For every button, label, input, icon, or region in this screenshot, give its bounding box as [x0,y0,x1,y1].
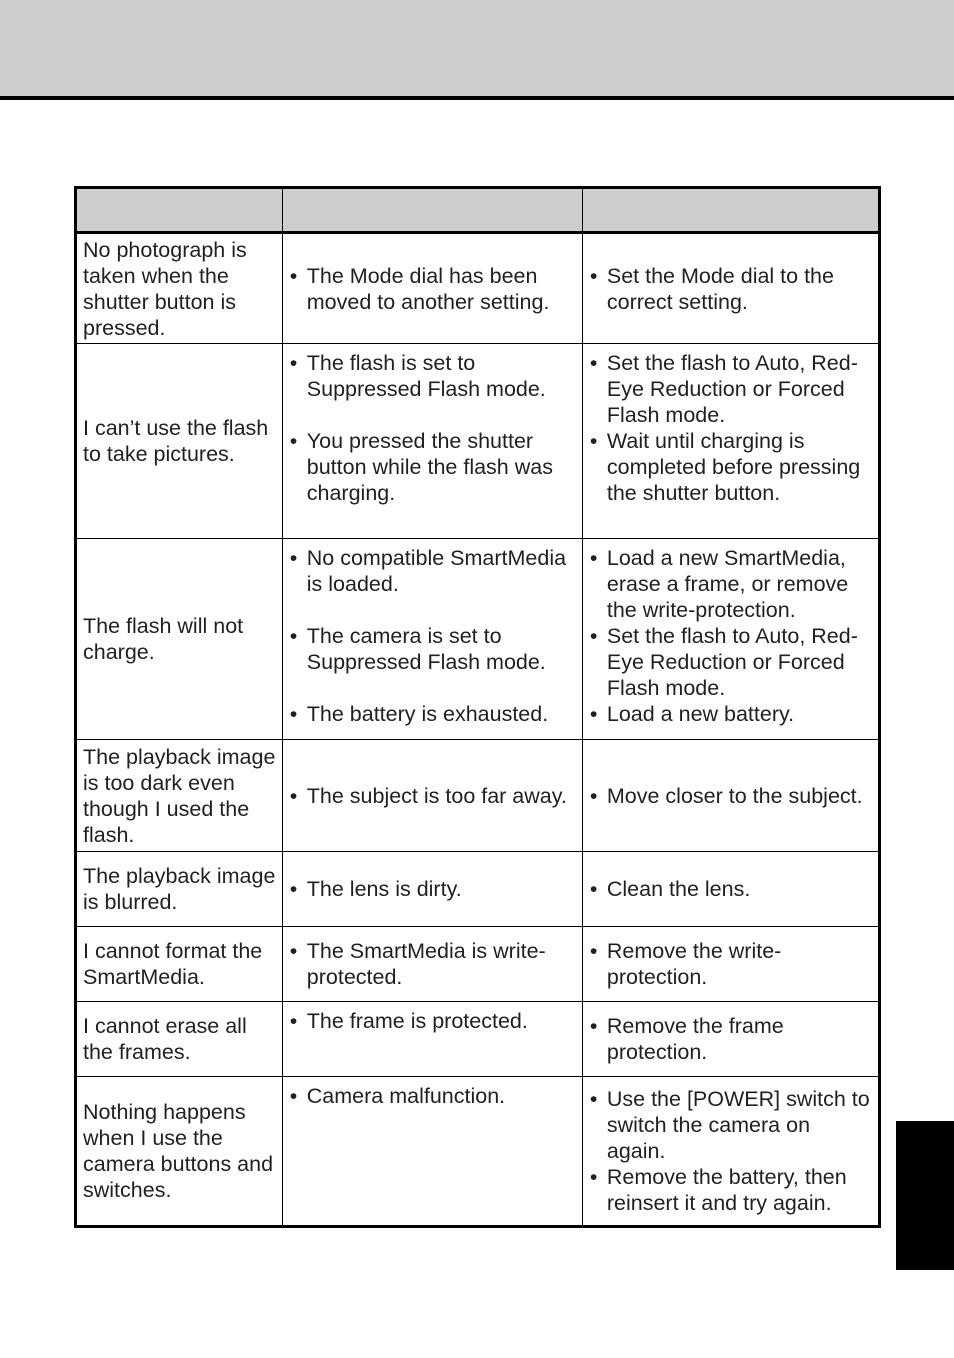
cause-cell [282,1077,582,1227]
troubleshooting-table [74,186,881,1228]
solution-cell [582,1077,879,1227]
problem-cell: No photograph is taken when the shutter button is pressed. [76,233,283,344]
cause-cell [282,344,582,539]
solution-item: • Set the Mode dial to the correct setting. [589,263,872,315]
solution-item: • Load a new SmartMedia, erase a frame, or remove the write-protection. [589,545,872,623]
header-cell-cause [282,188,582,233]
solution-item: • Remove the battery, then reinsert it and try again. [589,1164,872,1216]
solution-item: • Remove the write-protection. [589,938,872,990]
table-row [76,1002,880,1077]
solution-item: • Load a new battery. [589,701,872,727]
problem-cell: I can’t use the flash to take pictures. [76,344,283,539]
cause-item: • The frame is protected. [289,1008,576,1034]
cause-item: • The camera is set to Suppressed Flash mode. [289,623,576,675]
solution-cell [582,740,879,852]
solution-cell [582,233,879,344]
cause-item: • Camera malfunction. [289,1083,576,1109]
header-cell-problem [76,188,283,233]
section-tab [896,1121,954,1270]
solution-cell [582,539,879,740]
cause-item: • The flash is set to Suppressed Flash mode. [289,350,576,402]
solution-cell [582,852,879,927]
cause-cell [282,233,582,344]
table-header-row [76,188,880,233]
table-row [76,233,880,344]
cause-cell [282,852,582,927]
problem-cell: I cannot erase all the frames. [76,1002,283,1077]
solution-item: • Set the flash to Auto, Red-Eye Reduction or Forced Flash mode. [589,623,872,701]
table-row [76,1077,880,1227]
table-row [76,539,880,740]
cause-item: • The subject is too far away. [289,783,576,809]
solution-cell [582,344,879,539]
solution-cell [582,1002,879,1077]
solution-item: • Wait until charging is completed before pressing the shutter button. [589,428,872,506]
cause-item: • The Mode dial has been moved to another setting. [289,263,576,315]
problem-cell: Nothing happens when I use the camera buttons and switches. [76,1077,283,1227]
table-row [76,344,880,539]
cause-item: • You pressed the shutter button while the flash was charging. [289,428,576,506]
table-row [76,740,880,852]
solution-item: • Remove the frame protection. [589,1013,872,1065]
header-band [0,0,954,100]
cause-cell [282,1002,582,1077]
table-row [76,852,880,927]
cause-item: • The SmartMedia is write-protected. [289,938,576,990]
solution-item: • Clean the lens. [589,876,872,902]
cause-item: • The lens is dirty. [289,876,576,902]
cause-item: • No compatible SmartMedia is loaded. [289,545,576,597]
solution-cell [582,927,879,1002]
solution-item: • Move closer to the subject. [589,783,872,809]
cause-cell [282,539,582,740]
solution-item: • Use the [POWER] switch to switch the camera on again. [589,1086,872,1164]
header-cell-solution [582,188,879,233]
problem-cell: I cannot format the SmartMedia. [76,927,283,1002]
problem-cell: The flash will not charge. [76,539,283,740]
solution-item: • Set the flash to Auto, Red-Eye Reduction or Forced Flash mode. [589,350,872,428]
cause-cell [282,740,582,852]
cause-cell [282,927,582,1002]
problem-cell: The playback image is blurred. [76,852,283,927]
cause-item: • The battery is exhausted. [289,701,576,727]
problem-cell: The playback image is too dark even though I used the flash. [76,740,283,852]
table-row [76,927,880,1002]
